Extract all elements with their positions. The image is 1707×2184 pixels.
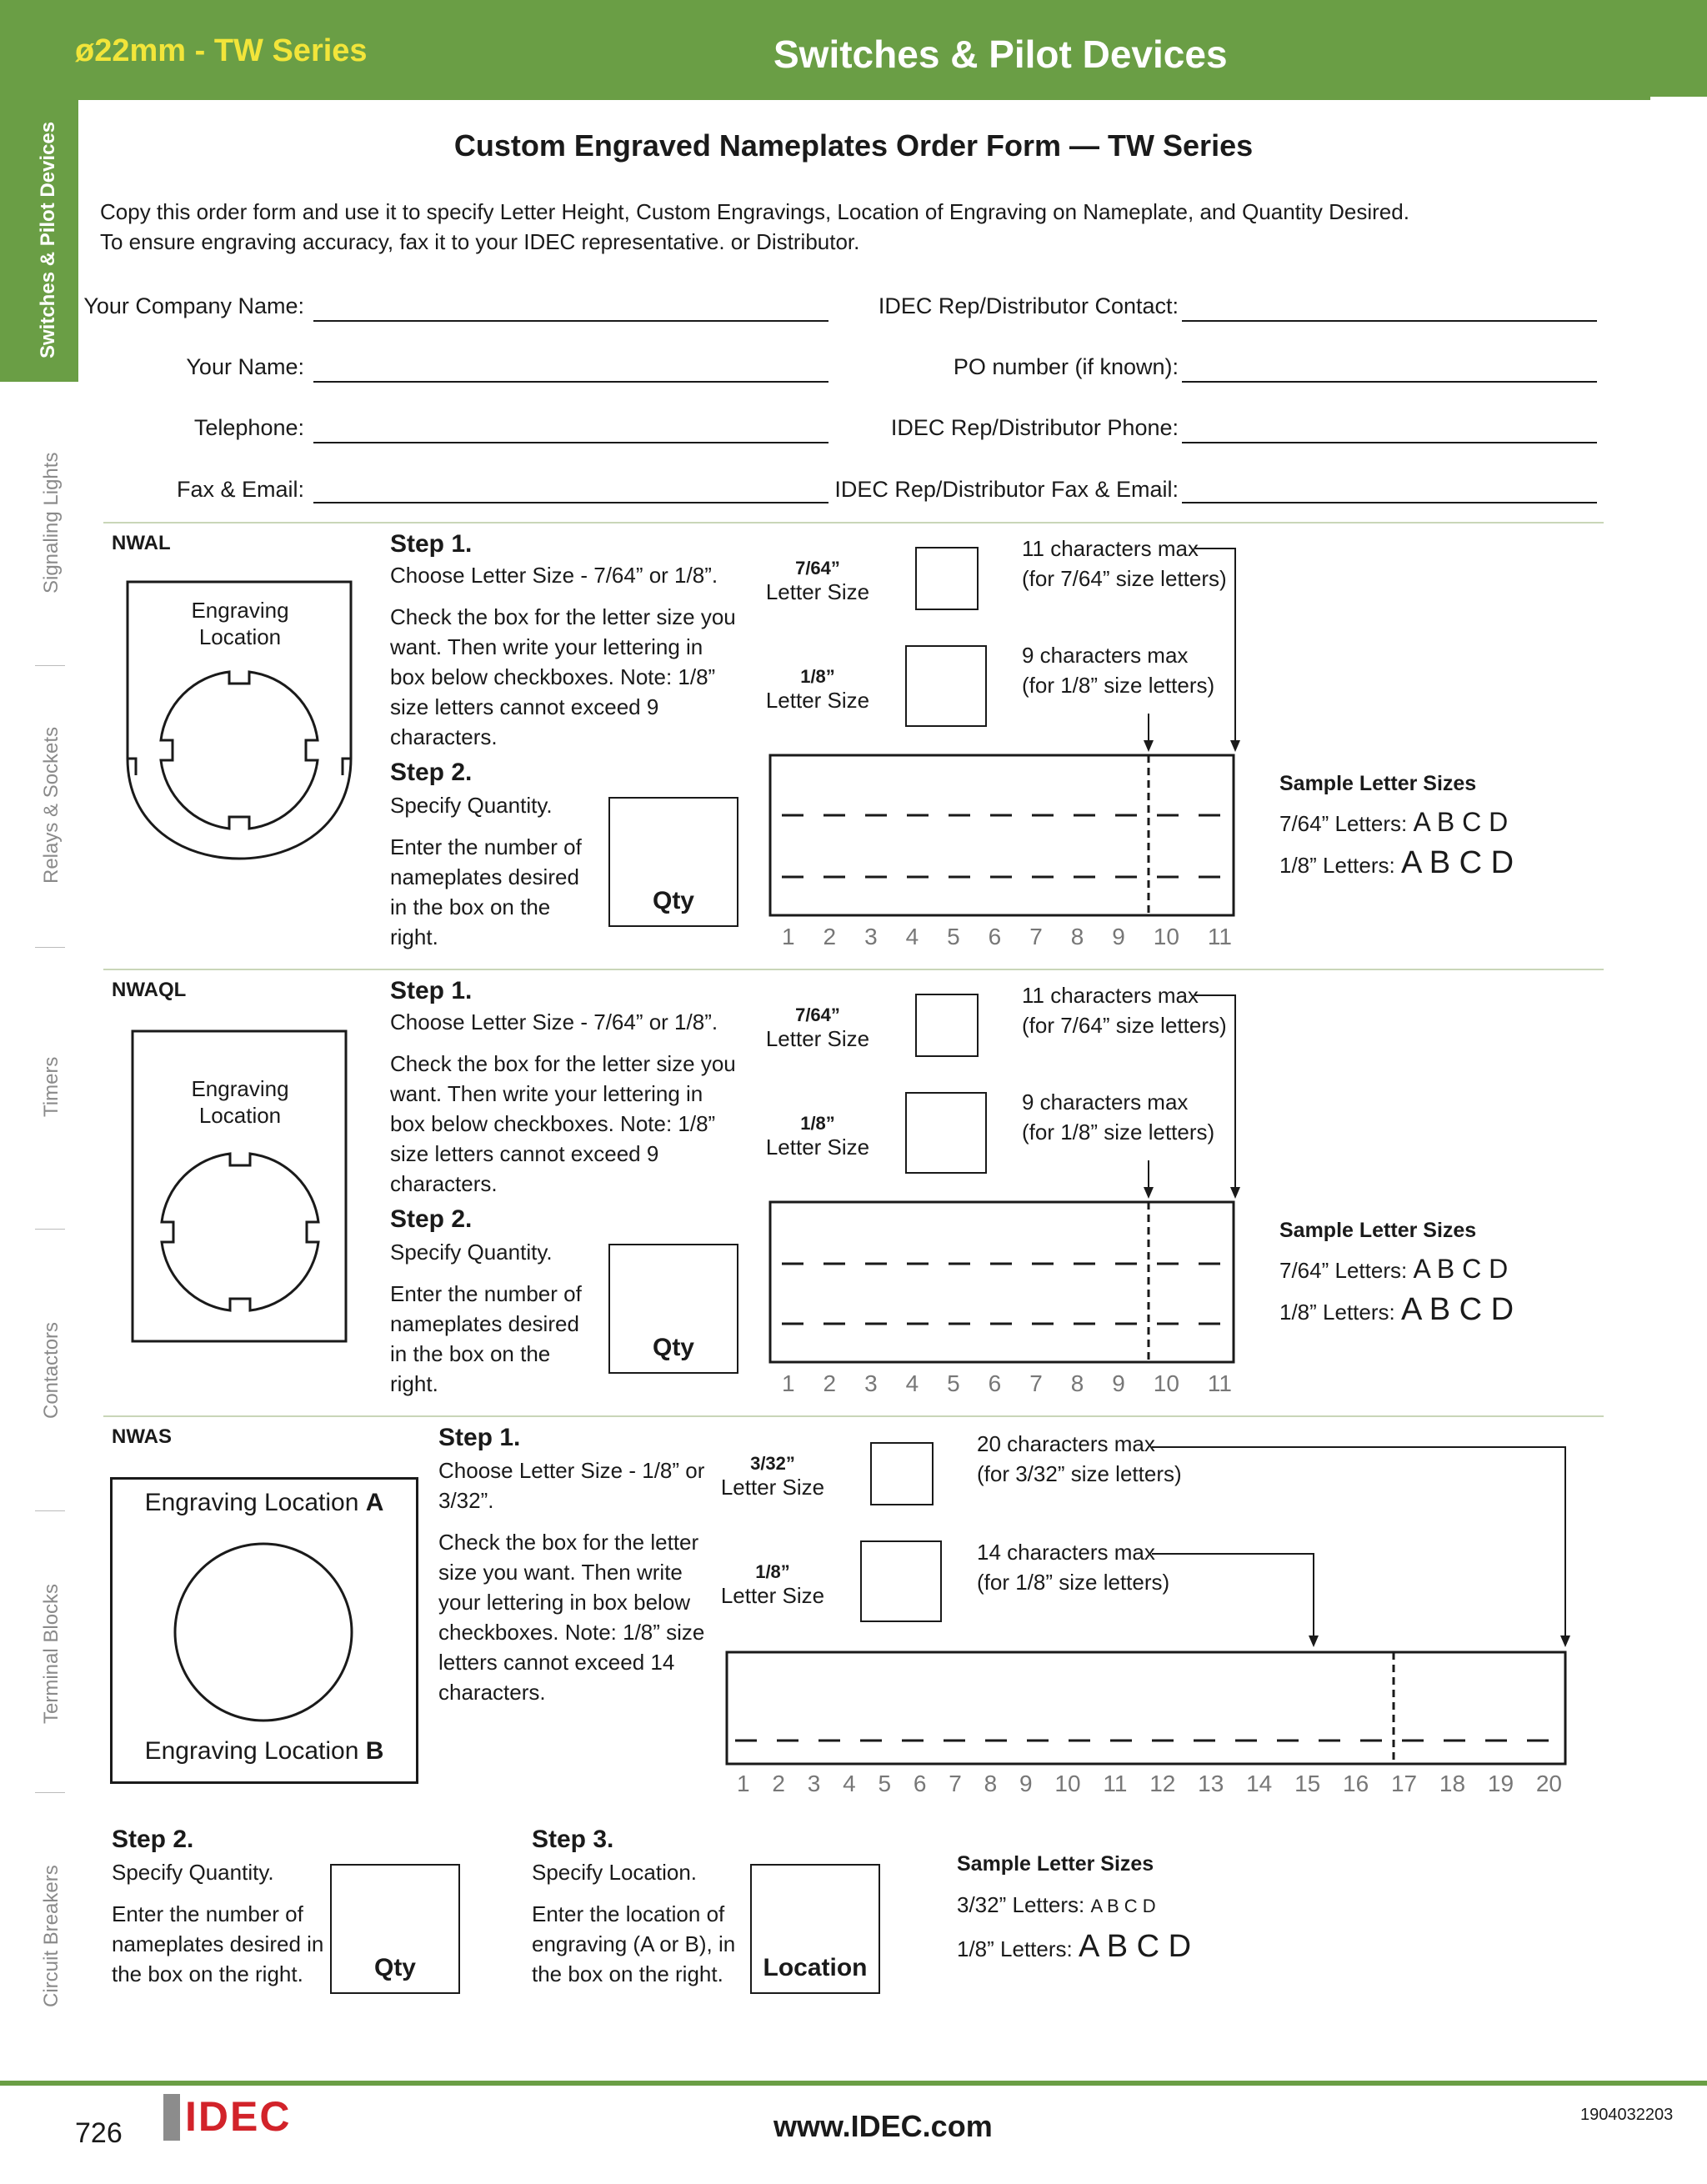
- section-divider: [103, 522, 1604, 523]
- model-nwaql: NWAQL: [112, 979, 187, 1001]
- sample-letters: A B C D: [1413, 807, 1509, 837]
- nwaql-step2-title: Step 2.: [390, 1205, 473, 1233]
- nwaql-engraving-location: Engraving Location: [191, 1076, 289, 1128]
- model-nwas: NWAS: [112, 1425, 172, 1448]
- nwaql-size2-label: Letter Size: [765, 1135, 870, 1160]
- intro-text: [100, 197, 1642, 257]
- sample-letters: A B C D: [1090, 1896, 1156, 1916]
- nwal-step2-title: Step 2.: [390, 759, 473, 786]
- char-number: 10: [1153, 1370, 1179, 1396]
- nwas-step1-title: Step 1.: [438, 1424, 521, 1451]
- rep-contact-field[interactable]: [1182, 320, 1597, 322]
- sidebar-item-relays[interactable]: Relays & Sockets: [40, 726, 63, 884]
- nwaql-max2-note: (for 1/8” size letters): [1022, 1120, 1215, 1145]
- nwas-size2-value: 1/8”: [755, 1561, 790, 1582]
- sidebar-item-contactors[interactable]: Contactors: [40, 1321, 63, 1419]
- document-code: 1904032203: [1580, 2106, 1674, 2124]
- char-number: 3: [807, 1771, 821, 1796]
- nwas-step1-text: Check the box for the letter size you want. Then write your lettering in box below checkboxes. Note: 1/8” size letters cannot exceed 14 characters.: [438, 1530, 705, 1705]
- char-number: 7: [949, 1771, 962, 1796]
- nwaql-step1-title: Step 1.: [390, 977, 473, 1004]
- nwaql-step2-text: Enter the number of nameplates desired in the box on the right.: [390, 1281, 582, 1396]
- nwal-max2-text: 9 characters max: [1022, 643, 1189, 668]
- sample-label: 1/8” Letters:: [1279, 853, 1395, 878]
- nwas-max2-text: 14 characters max: [977, 1540, 1155, 1565]
- char-number: 2: [772, 1771, 785, 1796]
- intro-line-2: To ensure engraving accuracy, fax it to your IDEC representative. or Distributor.: [100, 229, 860, 254]
- nwas-round-opening: [170, 1539, 357, 1726]
- char-number: 9: [1112, 1370, 1125, 1396]
- idec-logo[interactable]: IDEC: [185, 2093, 292, 2140]
- sidebar-item-signaling[interactable]: Signaling Lights: [40, 452, 63, 594]
- company-name-field[interactable]: [313, 320, 828, 322]
- nwas-location-label: Location: [763, 1954, 868, 1981]
- char-number: 3: [864, 924, 878, 949]
- fax-email-field[interactable]: [313, 502, 828, 503]
- sidebar-divider: [35, 1792, 65, 1793]
- sample-letters: A B C D: [1400, 845, 1514, 880]
- nwal-size1-label: Letter Size: [765, 579, 870, 604]
- char-number: 8: [1070, 1370, 1084, 1396]
- nwas-size1-label: Letter Size: [720, 1475, 825, 1500]
- nwal-engraving-location: Engraving Location: [191, 598, 289, 649]
- nwaql-char-numbers: [782, 1370, 1232, 1397]
- nwal-qty-label: Qty: [652, 887, 694, 914]
- char-number: 16: [1343, 1771, 1369, 1796]
- header-notch: [1650, 97, 1707, 100]
- nwas-sample-1: [957, 1892, 1156, 1918]
- char-number: 1: [737, 1771, 750, 1796]
- po-number-label: PO number (if known):: [953, 354, 1179, 379]
- char-number: 14: [1246, 1771, 1273, 1796]
- rep-fax-email-field[interactable]: [1182, 502, 1597, 503]
- nwas-char-numbers: [737, 1771, 1562, 1797]
- nwaql-max1-text: 11 characters max: [1022, 983, 1199, 1008]
- nwal-size2-value: 1/8”: [800, 666, 835, 687]
- company-name-label: Your Company Name:: [83, 293, 304, 318]
- sample-letters: A B C D: [1413, 1254, 1509, 1284]
- website-link[interactable]: www.IDEC.com: [773, 2109, 993, 2143]
- nwas-max2-note: (for 1/8” size letters): [977, 1570, 1170, 1595]
- char-number: 11: [1207, 924, 1232, 949]
- nwaql-size1-value: 7/64”: [795, 1004, 840, 1025]
- char-number: 9: [1112, 924, 1125, 949]
- nwal-sample-title: Sample Letter Sizes: [1279, 772, 1477, 795]
- nwaql-max2-text: 9 characters max: [1022, 1089, 1189, 1115]
- section-divider: [103, 1415, 1604, 1417]
- page-title: Custom Engraved Nameplates Order Form — TW Series: [453, 128, 1254, 163]
- char-number: 2: [823, 1370, 837, 1396]
- section-divider: [103, 969, 1604, 970]
- telephone-label: Telephone:: [193, 415, 304, 440]
- page-number: 726: [75, 2117, 123, 2149]
- nwal-step1-title: Step 1.: [390, 530, 473, 558]
- sidebar-divider: [35, 947, 65, 948]
- nwal-size1-value: 7/64”: [795, 558, 840, 579]
- char-number: 11: [1207, 1370, 1232, 1396]
- nwal-step2-sub: Specify Quantity.: [390, 793, 553, 818]
- sample-label: 1/8” Letters:: [1279, 1300, 1395, 1325]
- nwaql-qty-label: Qty: [652, 1334, 694, 1361]
- rep-contact-label: IDEC Rep/Distributor Contact:: [878, 293, 1179, 318]
- rep-phone-label: IDEC Rep/Distributor Phone:: [890, 415, 1179, 440]
- char-number: 6: [988, 924, 1002, 949]
- nwaql-size1-label: Letter Size: [765, 1026, 870, 1051]
- char-number: 6: [988, 1370, 1002, 1396]
- location-b-letter: B: [365, 1737, 384, 1765]
- char-number: 17: [1390, 1771, 1418, 1796]
- nwas-location-a: [110, 1489, 418, 1517]
- char-number: 2: [823, 924, 837, 949]
- nwaql-lettering-diagram: [767, 994, 1242, 1365]
- char-number: 19: [1487, 1771, 1514, 1796]
- char-number: 15: [1294, 1771, 1321, 1796]
- sidebar-item-breakers[interactable]: Circuit Breakers: [40, 1865, 63, 2007]
- nwas-qty-label: Qty: [373, 1954, 416, 1981]
- nwal-char-numbers: [782, 924, 1232, 950]
- nwas-step3-text: Enter the location of engraving (A or B), in the box on the right.: [532, 1901, 736, 1986]
- nwas-location-b: [110, 1737, 418, 1766]
- nwas-step3-title: Step 3.: [532, 1826, 614, 1853]
- nwaql-max1-note: (for 7/64” size letters): [1022, 1013, 1227, 1038]
- char-number: 7: [1029, 1370, 1043, 1396]
- nwal-size2-label: Letter Size: [765, 688, 870, 713]
- nwal-sample-2: [1279, 845, 1514, 881]
- po-number-field[interactable]: [1182, 381, 1597, 383]
- nwas-max1-text: 20 characters max: [977, 1431, 1155, 1456]
- nwas-step2-text: Enter the number of nameplates desired in the box on the right.: [112, 1901, 324, 1986]
- char-number: 10: [1054, 1771, 1081, 1796]
- sidebar-item-timers[interactable]: Timers: [40, 1056, 63, 1117]
- char-number: 8: [984, 1771, 998, 1796]
- rep-fax-email-label: IDEC Rep/Distributor Fax & Email:: [834, 477, 1179, 502]
- char-number: 5: [947, 1370, 960, 1396]
- sample-letters: A B C D: [1400, 1292, 1514, 1327]
- nwaql-step2-sub: Specify Quantity.: [390, 1240, 553, 1265]
- sample-label: 1/8” Letters:: [957, 1936, 1073, 1961]
- sidebar-divider: [35, 1510, 65, 1511]
- nwaql-step1-sub: Choose Letter Size - 7/64” or 1/8”.: [390, 1009, 718, 1034]
- char-number: 1: [782, 1370, 795, 1396]
- nwas-step1-sub: Choose Letter Size - 1/8” or 3/32”.: [438, 1458, 705, 1513]
- logo-bar: [163, 2094, 180, 2141]
- your-name-field[interactable]: [313, 381, 828, 383]
- telephone-field[interactable]: [313, 442, 828, 443]
- nwas-lettering-diagram: [722, 1444, 1575, 1769]
- char-number: 9: [1019, 1771, 1033, 1796]
- nwal-max1-note: (for 7/64” size letters): [1022, 566, 1227, 591]
- nwaql-sample-2: [1279, 1292, 1514, 1328]
- char-number: 18: [1439, 1771, 1466, 1796]
- nwas-step2-sub: Specify Quantity.: [112, 1860, 274, 1885]
- series-title: ø22mm - TW Series: [75, 33, 368, 68]
- nwal-max1-text: 11 characters max: [1022, 536, 1199, 561]
- char-number: 4: [905, 924, 919, 949]
- rep-phone-field[interactable]: [1182, 442, 1597, 443]
- char-number: 3: [864, 1370, 878, 1396]
- nwas-size2-label: Letter Size: [720, 1583, 825, 1608]
- intro-line-1: Copy this order form and use it to specify Letter Height, Custom Engravings, Location of Engraving on Nameplate, and Quantity Desired.: [100, 199, 1409, 224]
- char-number: 6: [913, 1771, 927, 1796]
- char-number: 13: [1198, 1771, 1224, 1796]
- sidebar-divider: [35, 1229, 65, 1230]
- char-number: 5: [878, 1771, 892, 1796]
- char-number: 4: [843, 1771, 856, 1796]
- char-number: 1: [782, 924, 795, 949]
- char-number: 5: [947, 924, 960, 949]
- sidebar-item-terminal[interactable]: Terminal Blocks: [40, 1583, 63, 1724]
- nwas-sample-2: [957, 1929, 1191, 1965]
- nwal-step1-sub: Choose Letter Size - 7/64” or 1/8”.: [390, 563, 718, 588]
- nwaql-size2-value: 1/8”: [800, 1113, 835, 1134]
- location-a-label: Engraving Location: [144, 1489, 359, 1516]
- section-title: Switches & Pilot Devices: [773, 33, 1228, 76]
- nwas-sample-title: Sample Letter Sizes: [957, 1852, 1154, 1876]
- sample-label: 7/64” Letters:: [1279, 1258, 1408, 1283]
- nwas-max1-note: (for 3/32” size letters): [977, 1461, 1182, 1486]
- nwas-size1-value: 3/32”: [750, 1453, 795, 1474]
- nwas-step3-sub: Specify Location.: [532, 1860, 698, 1885]
- nwal-lettering-diagram: [767, 547, 1242, 919]
- sample-letters: A B C D: [1078, 1929, 1192, 1964]
- nwaql-step1-text: Check the box for the letter size you want. Then write your lettering in box below checkboxes. Note: 1/8” size letters cannot exceed 9 characters.: [390, 1051, 736, 1196]
- sample-label: 3/32” Letters:: [957, 1892, 1085, 1917]
- your-name-label: Your Name:: [186, 354, 304, 379]
- sample-label: 7/64” Letters:: [1279, 811, 1408, 836]
- nwal-max2-note: (for 1/8” size letters): [1022, 673, 1215, 698]
- footer-rule: [0, 2081, 1707, 2086]
- model-nwal: NWAL: [112, 532, 171, 554]
- nwaql-sample-1: [1279, 1254, 1508, 1285]
- fax-email-label: Fax & Email:: [176, 477, 304, 502]
- char-number: 4: [905, 1370, 919, 1396]
- nwaql-sample-title: Sample Letter Sizes: [1279, 1219, 1477, 1242]
- char-number: 12: [1149, 1771, 1176, 1796]
- sidebar-item-switches[interactable]: Switches & Pilot Devices: [37, 121, 59, 358]
- nwal-step1-text: Check the box for the letter size you want. Then write your lettering in box below checkboxes. Note: 1/8” size letters cannot exceed 9 characters.: [390, 604, 736, 749]
- char-number: 7: [1029, 924, 1043, 949]
- char-number: 8: [1070, 924, 1084, 949]
- nwal-step2-text: Enter the number of nameplates desired in the box on the right.: [390, 834, 582, 949]
- nwas-step2-title: Step 2.: [112, 1826, 194, 1853]
- char-number: 11: [1103, 1771, 1128, 1796]
- location-b-label: Engraving Location: [144, 1737, 359, 1765]
- location-a-letter: A: [365, 1489, 384, 1516]
- char-number: 20: [1535, 1771, 1562, 1796]
- char-number: 10: [1153, 924, 1179, 949]
- sidebar-divider: [35, 665, 65, 666]
- nwal-sample-1: [1279, 807, 1508, 838]
